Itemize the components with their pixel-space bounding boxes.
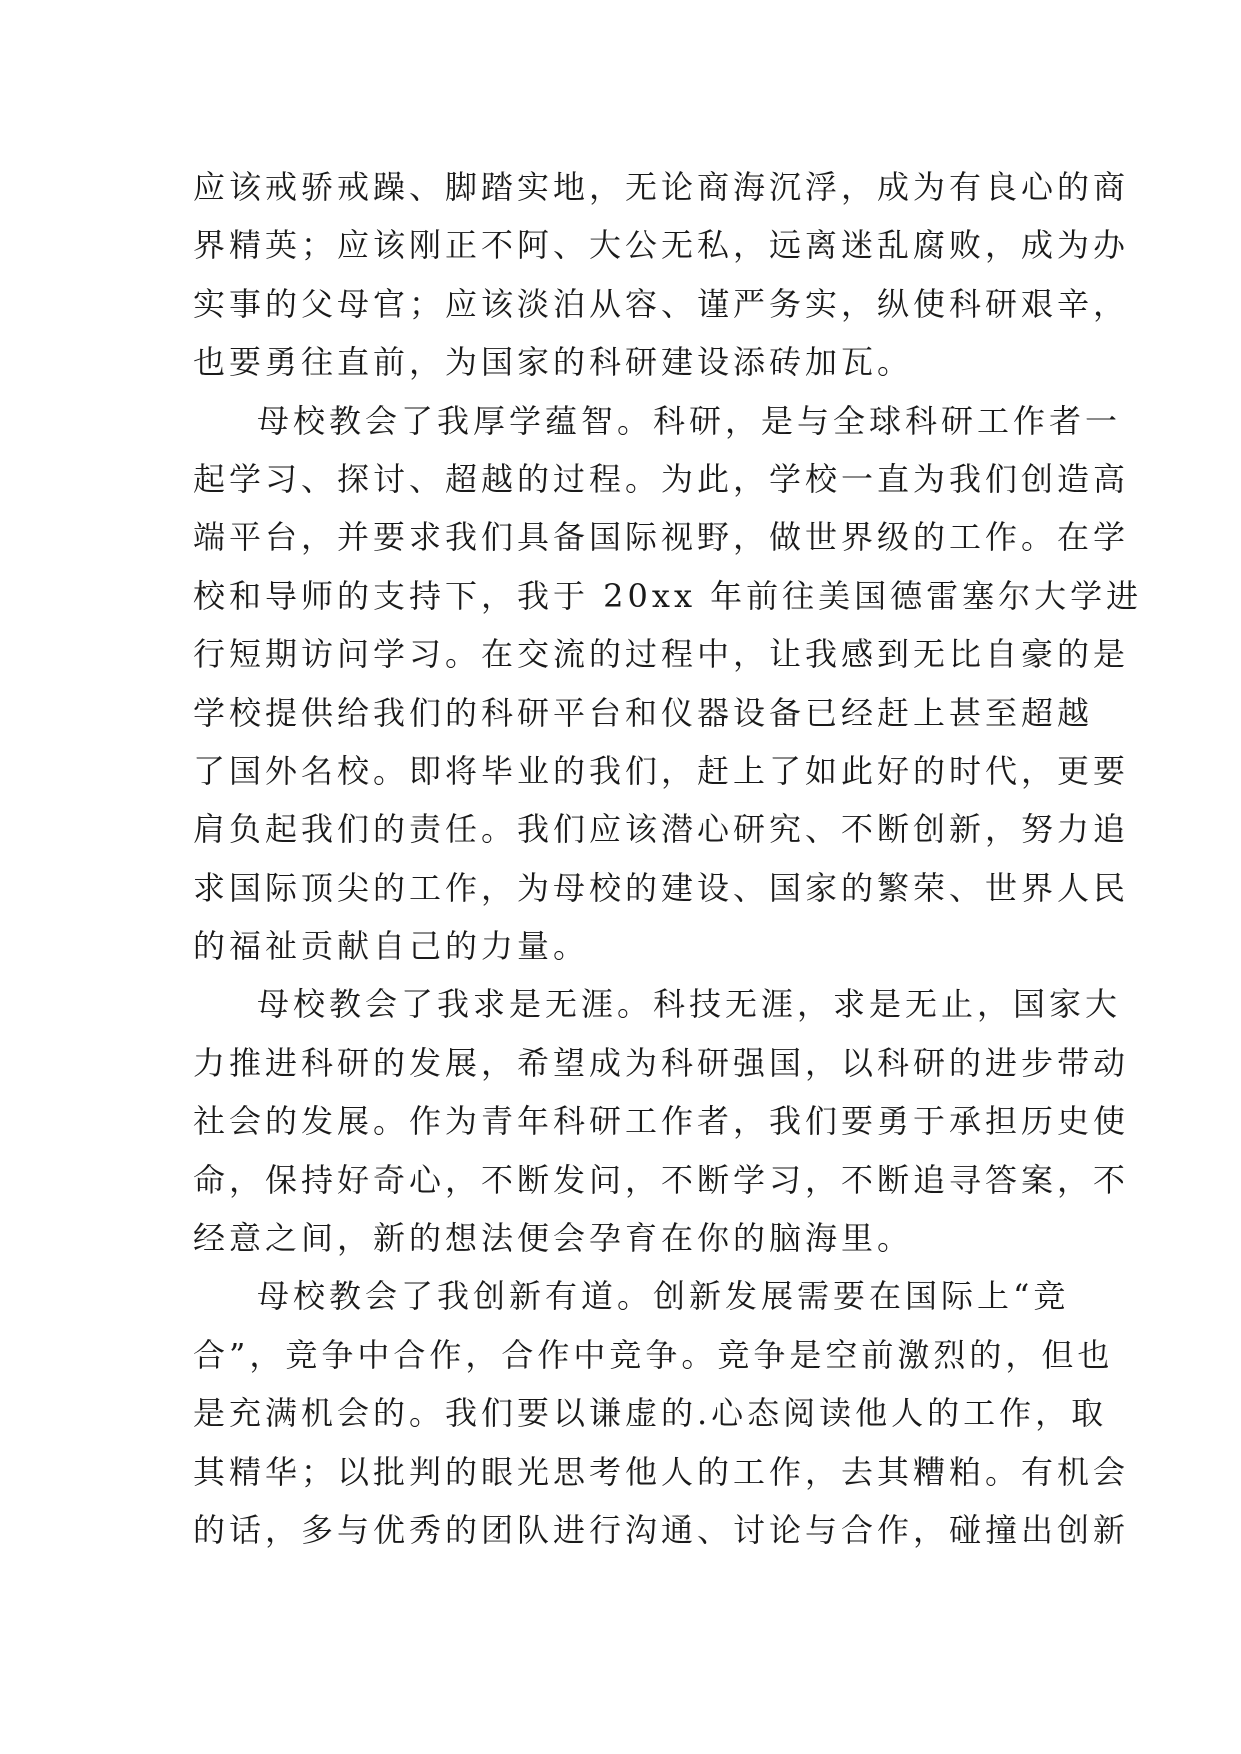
text-line: 界精英；应该刚正不阿、大公无私，远离迷乱腐败，成为办 — [193, 226, 1130, 265]
text-line: 求国际顶尖的工作，为母校的建设、国家的繁荣、世界人民 — [193, 868, 1130, 907]
text-line: 经意之间，新的想法便会孕育在你的脑海里。 — [193, 1219, 914, 1258]
text-line: 力推进科研的发展，希望成为科研强国，以科研的进步带动 — [193, 1043, 1130, 1082]
text-line: 端平台，并要求我们具备国际视野，做世界级的工作。在学 — [193, 518, 1130, 557]
paragraph-first-line: 母校教会了我求是无涯。科技无涯，求是无止，国家大 — [257, 985, 1122, 1024]
text-line: 合”，竞争中合作，合作中竞争。竞争是空前激烈的，但也 — [193, 1335, 1114, 1374]
body-text — [193, 158, 1143, 1559]
text-line: 应该戒骄戒躁、脚踏实地，无论商海沉浮，成为有良心的商 — [193, 168, 1130, 206]
text-line: 也要勇往直前，为国家的科研建设添砖加瓦。 — [193, 343, 914, 382]
text-line: 校和导师的支持下，我于 20xx 年前往美国德雷塞尔大学进 — [193, 576, 1143, 615]
paragraph-first-line: 母校教会了我创新有道。创新发展需要在国际上“竞 — [257, 1277, 1070, 1316]
text-line: 实事的父母官；应该淡泊从容、谨严务实，纵使科研艰辛， — [193, 284, 1130, 323]
text-line: 肩负起我们的责任。我们应该潜心研究、不断创新，努力追 — [193, 810, 1130, 849]
text-line: 命，保持好奇心，不断发问，不断学习，不断追寻答案，不 — [193, 1160, 1130, 1199]
text-line: 其精华；以批判的眼光思考他人的工作，去其糟粕。有机会 — [193, 1452, 1130, 1491]
text-line: 的话，多与优秀的团队进行沟通、讨论与合作，碰撞出创新 — [193, 1510, 1130, 1549]
text-line: 社会的发展。作为青年科研工作者，我们要勇于承担历史使 — [193, 1102, 1130, 1141]
text-line: 行短期访问学习。在交流的过程中，让我感到无比自豪的是 — [193, 635, 1130, 674]
text-line: 是充满机会的。我们要以谦虚的.心态阅读他人的工作，取 — [193, 1394, 1108, 1433]
paragraph-first-line: 母校教会了我厚学蕴智。科研，是与全球科研工作者一 — [257, 401, 1122, 440]
text-line: 起学习、探讨、超越的过程。为此，学校一直为我们创造高 — [193, 459, 1130, 498]
text-line: 学校提供给我们的科研平台和仪器设备已经赶上甚至超越 — [193, 693, 1094, 732]
text-line: 的福祉贡献自己的力量。 — [193, 927, 590, 966]
text-line: 了国外名校。即将毕业的我们，赶上了如此好的时代，更要 — [193, 751, 1130, 790]
